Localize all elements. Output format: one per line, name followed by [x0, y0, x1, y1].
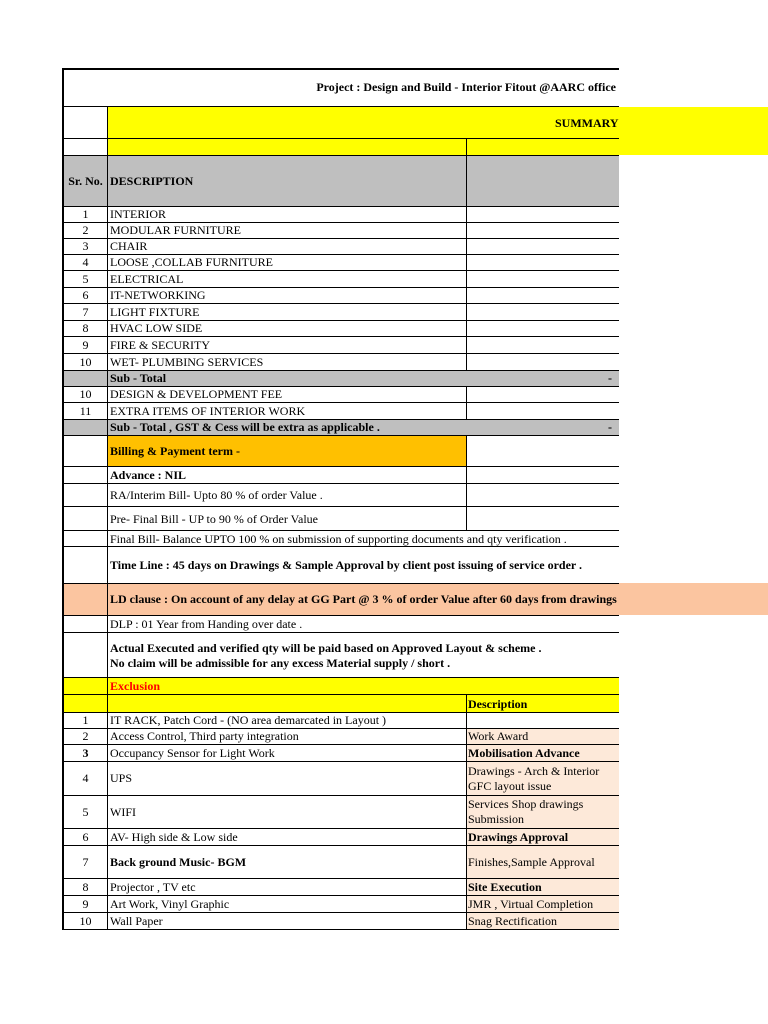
exclusion-no: 6 [82, 830, 89, 844]
schedule-item: Mobilisation Advance [468, 746, 580, 760]
schedule-header: Description [468, 697, 528, 711]
extra-item-desc: DESIGN & DEVELOPMENT FEE [110, 387, 283, 401]
schedule-item: JMR , Virtual Completion [468, 897, 594, 911]
exclusion-desc: Occupancy Sensor for Light Work [110, 746, 275, 760]
ld-clause: LD clause : On account of any delay at GG Part @ 3 % of order Value after 60 days from drawings [110, 592, 617, 606]
exclusion-desc: Wall Paper [110, 914, 163, 928]
billing-advance: Advance : NIL [110, 468, 187, 482]
item-desc: CHAIR [110, 239, 148, 253]
schedule-item: Drawings - Arch & Interior [468, 764, 600, 778]
item-no: 8 [82, 321, 89, 335]
schedule-item: Finishes,Sample Approval [468, 855, 595, 869]
schedule-item-line2: Submission [468, 812, 525, 826]
schedule-item: Snag Rectification [468, 914, 557, 928]
description-header: DESCRIPTION [110, 174, 194, 188]
schedule-item-line2: GFC layout issue [468, 779, 552, 793]
exclusion-desc: AV- High side & Low side [110, 830, 238, 844]
item-desc: MODULAR FURNITURE [110, 223, 242, 237]
exclusion-desc: UPS [110, 771, 133, 785]
item-desc: LOOSE ,COLLAB FURNITURE [110, 255, 274, 269]
schedule-item: Site Execution [468, 880, 542, 894]
exclusion-no: 4 [82, 771, 89, 785]
billing-ra: RA/Interim Bill- Upto 80 % of order Value . [110, 488, 323, 502]
subtotal-gst-label: Sub - Total , GST & Cess will be extra as applicable . [110, 420, 380, 434]
exclusion-no: 8 [82, 880, 89, 894]
billing-pre-final: Pre- Final Bill - UP to 90 % of Order Value [110, 512, 318, 526]
item-no: 7 [82, 305, 89, 319]
billing-final: Final Bill- Balance UPTO 100 % on submission of supporting documents and qty verification . [110, 532, 567, 546]
exclusion-no: 7 [82, 855, 89, 869]
item-no: 5 [82, 272, 89, 286]
item-desc: HVAC LOW SIDE [110, 321, 203, 335]
schedule-item: Services Shop drawings [468, 797, 584, 811]
exclusion-desc: WIFI [110, 805, 136, 819]
item-no: 2 [82, 223, 89, 237]
exclusion-no: 5 [82, 805, 89, 819]
item-no: 10 [79, 355, 92, 369]
exclusion-desc: Art Work, Vinyl Graphic [110, 897, 230, 911]
exclusion-no: 9 [82, 897, 89, 911]
srno-header: Sr. No. [68, 174, 103, 188]
project-title: Project : Design and Build - Interior Fitout @AARC office [316, 80, 616, 94]
schedule-item: Work Award [468, 729, 529, 743]
item-desc: LIGHT FIXTURE [110, 305, 200, 319]
item-no: 4 [82, 255, 89, 269]
summary-band [108, 107, 768, 155]
item-desc: INTERIOR [110, 207, 166, 221]
item-no: 9 [82, 338, 89, 352]
extra-item-no: 10 [79, 387, 92, 401]
item-desc: IT-NETWORKING [110, 288, 206, 302]
exclusion-title: Exclusion [110, 679, 161, 693]
exclusion-desc: Access Control, Third party integration [110, 729, 299, 743]
subtotal-gst-value: - [608, 420, 612, 434]
item-desc: ELECTRICAL [110, 272, 184, 286]
item-no: 3 [82, 239, 89, 253]
schedule-item: Drawings Approval [468, 830, 569, 844]
exclusion-no: 1 [82, 713, 89, 727]
actual-line-2: No claim will be admissible for any excess Material supply / short . [110, 656, 451, 670]
exclusion-desc: Projector , TV etc [110, 880, 196, 894]
billing-title: Billing & Payment term - [110, 444, 240, 458]
summary-label: SUMMARY [555, 116, 619, 130]
subtotal-value: - [608, 371, 612, 385]
item-no: 1 [82, 207, 89, 221]
exclusion-no: 3 [82, 746, 89, 760]
extra-item-no: 11 [79, 404, 92, 418]
exclusion-desc: Back ground Music- BGM [110, 855, 247, 869]
dlp: DLP : 01 Year from Handing over date . [110, 617, 303, 631]
timeline: Time Line : 45 days on Drawings & Sample Approval by client post issuing of service order . [110, 558, 583, 572]
item-no: 6 [82, 288, 89, 302]
exclusion-desc: IT RACK, Patch Cord - (NO area demarcated in Layout ) [110, 713, 387, 727]
subtotal-label: Sub - Total [110, 371, 167, 385]
item-desc: WET- PLUMBING SERVICES [110, 355, 264, 369]
actual-line-1: Actual Executed and verified qty will be paid based on Approved Layout & scheme . [110, 641, 542, 655]
exclusion-no: 10 [79, 914, 92, 928]
extra-item-desc: EXTRA ITEMS OF INTERIOR WORK [110, 404, 306, 418]
item-desc: FIRE & SECURITY [110, 338, 211, 352]
exclusion-no: 2 [82, 729, 89, 743]
